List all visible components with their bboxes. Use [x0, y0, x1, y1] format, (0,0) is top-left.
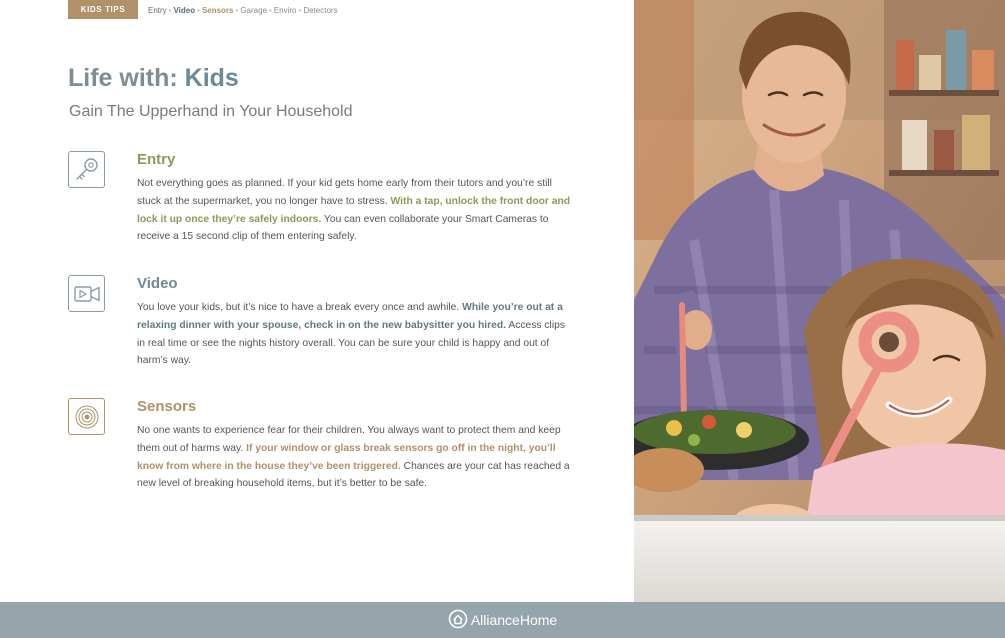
sensor-rings-icon	[68, 398, 105, 435]
entry-body	[137, 175, 575, 246]
sensors-text-1: No one wants to experience fear for their children. You always want to protect them and keep them out of harms way.	[137, 425, 561, 454]
footer-bar	[0, 602, 1005, 638]
video-body	[137, 299, 575, 370]
brand-name: AllianceHome	[470, 612, 558, 628]
page-title-prefix: Life with:	[68, 64, 185, 92]
family-kitchen-photo	[634, 0, 1005, 602]
video-highlight: While you’re out at a relaxing dinner with your spouse, check in on the new babysitter you hired.	[137, 302, 563, 331]
page-title-accent: Kids	[184, 64, 239, 92]
entry-text-2: You can even collaborate your Smart Cameras to receive a 15 second clip of them entering safely.	[137, 213, 549, 243]
sensors-text-2: Chances are your cat has reached a new level of breaking household items, but it’s better to be safe.	[137, 460, 570, 490]
breadcrumb-detectors[interactable]: Detectors	[303, 6, 338, 15]
breadcrumb-separator: •	[235, 6, 239, 15]
entry-text-1: Not everything goes as planned. If your kid gets home early from their tutors and you’re still stuck at the supermarket, you no longer have to stress.	[137, 178, 552, 207]
brand-logo[interactable]	[448, 609, 557, 632]
breadcrumb-separator: •	[197, 6, 200, 15]
video-text-2: Access clips in real time or see the nights history overall. You can be sure your child is happy and out of harm’s way.	[137, 319, 565, 367]
video-camera-icon	[68, 275, 105, 312]
video-heading: Video	[137, 275, 178, 292]
breadcrumb-sensors[interactable]: Sensors	[201, 6, 234, 15]
breadcrumb	[148, 6, 338, 15]
page-title	[68, 64, 239, 93]
key-icon	[68, 151, 105, 188]
sensors-body	[137, 422, 575, 493]
alliance-home-logo-icon	[448, 609, 468, 632]
sensors-heading: Sensors	[137, 398, 197, 415]
sensors-highlight: If your window or glass break sensors go off in the night, you’ll know from where in the house they’ve been triggered.	[137, 442, 556, 472]
breadcrumb-entry[interactable]: Entry	[148, 6, 167, 15]
breadcrumb-separator: •	[298, 6, 302, 15]
entry-heading: Entry	[137, 151, 176, 168]
section-tag: KIDS TIPS	[68, 0, 138, 19]
breadcrumb-separator: •	[269, 6, 272, 15]
breadcrumb-garage[interactable]: Garage	[240, 6, 268, 15]
breadcrumb-video[interactable]: Video	[173, 6, 196, 15]
breadcrumb-enviro[interactable]: Enviro	[273, 6, 297, 15]
breadcrumb-separator: •	[168, 6, 172, 15]
video-text-1: You love your kids, but it’s nice to have a break every once and awhile.	[137, 302, 463, 313]
entry-highlight: With a tap, unlock the front door and lock it up once they’re safely indoors.	[137, 195, 571, 225]
page-subtitle: Gain The Upperhand in Your Household	[69, 103, 353, 120]
